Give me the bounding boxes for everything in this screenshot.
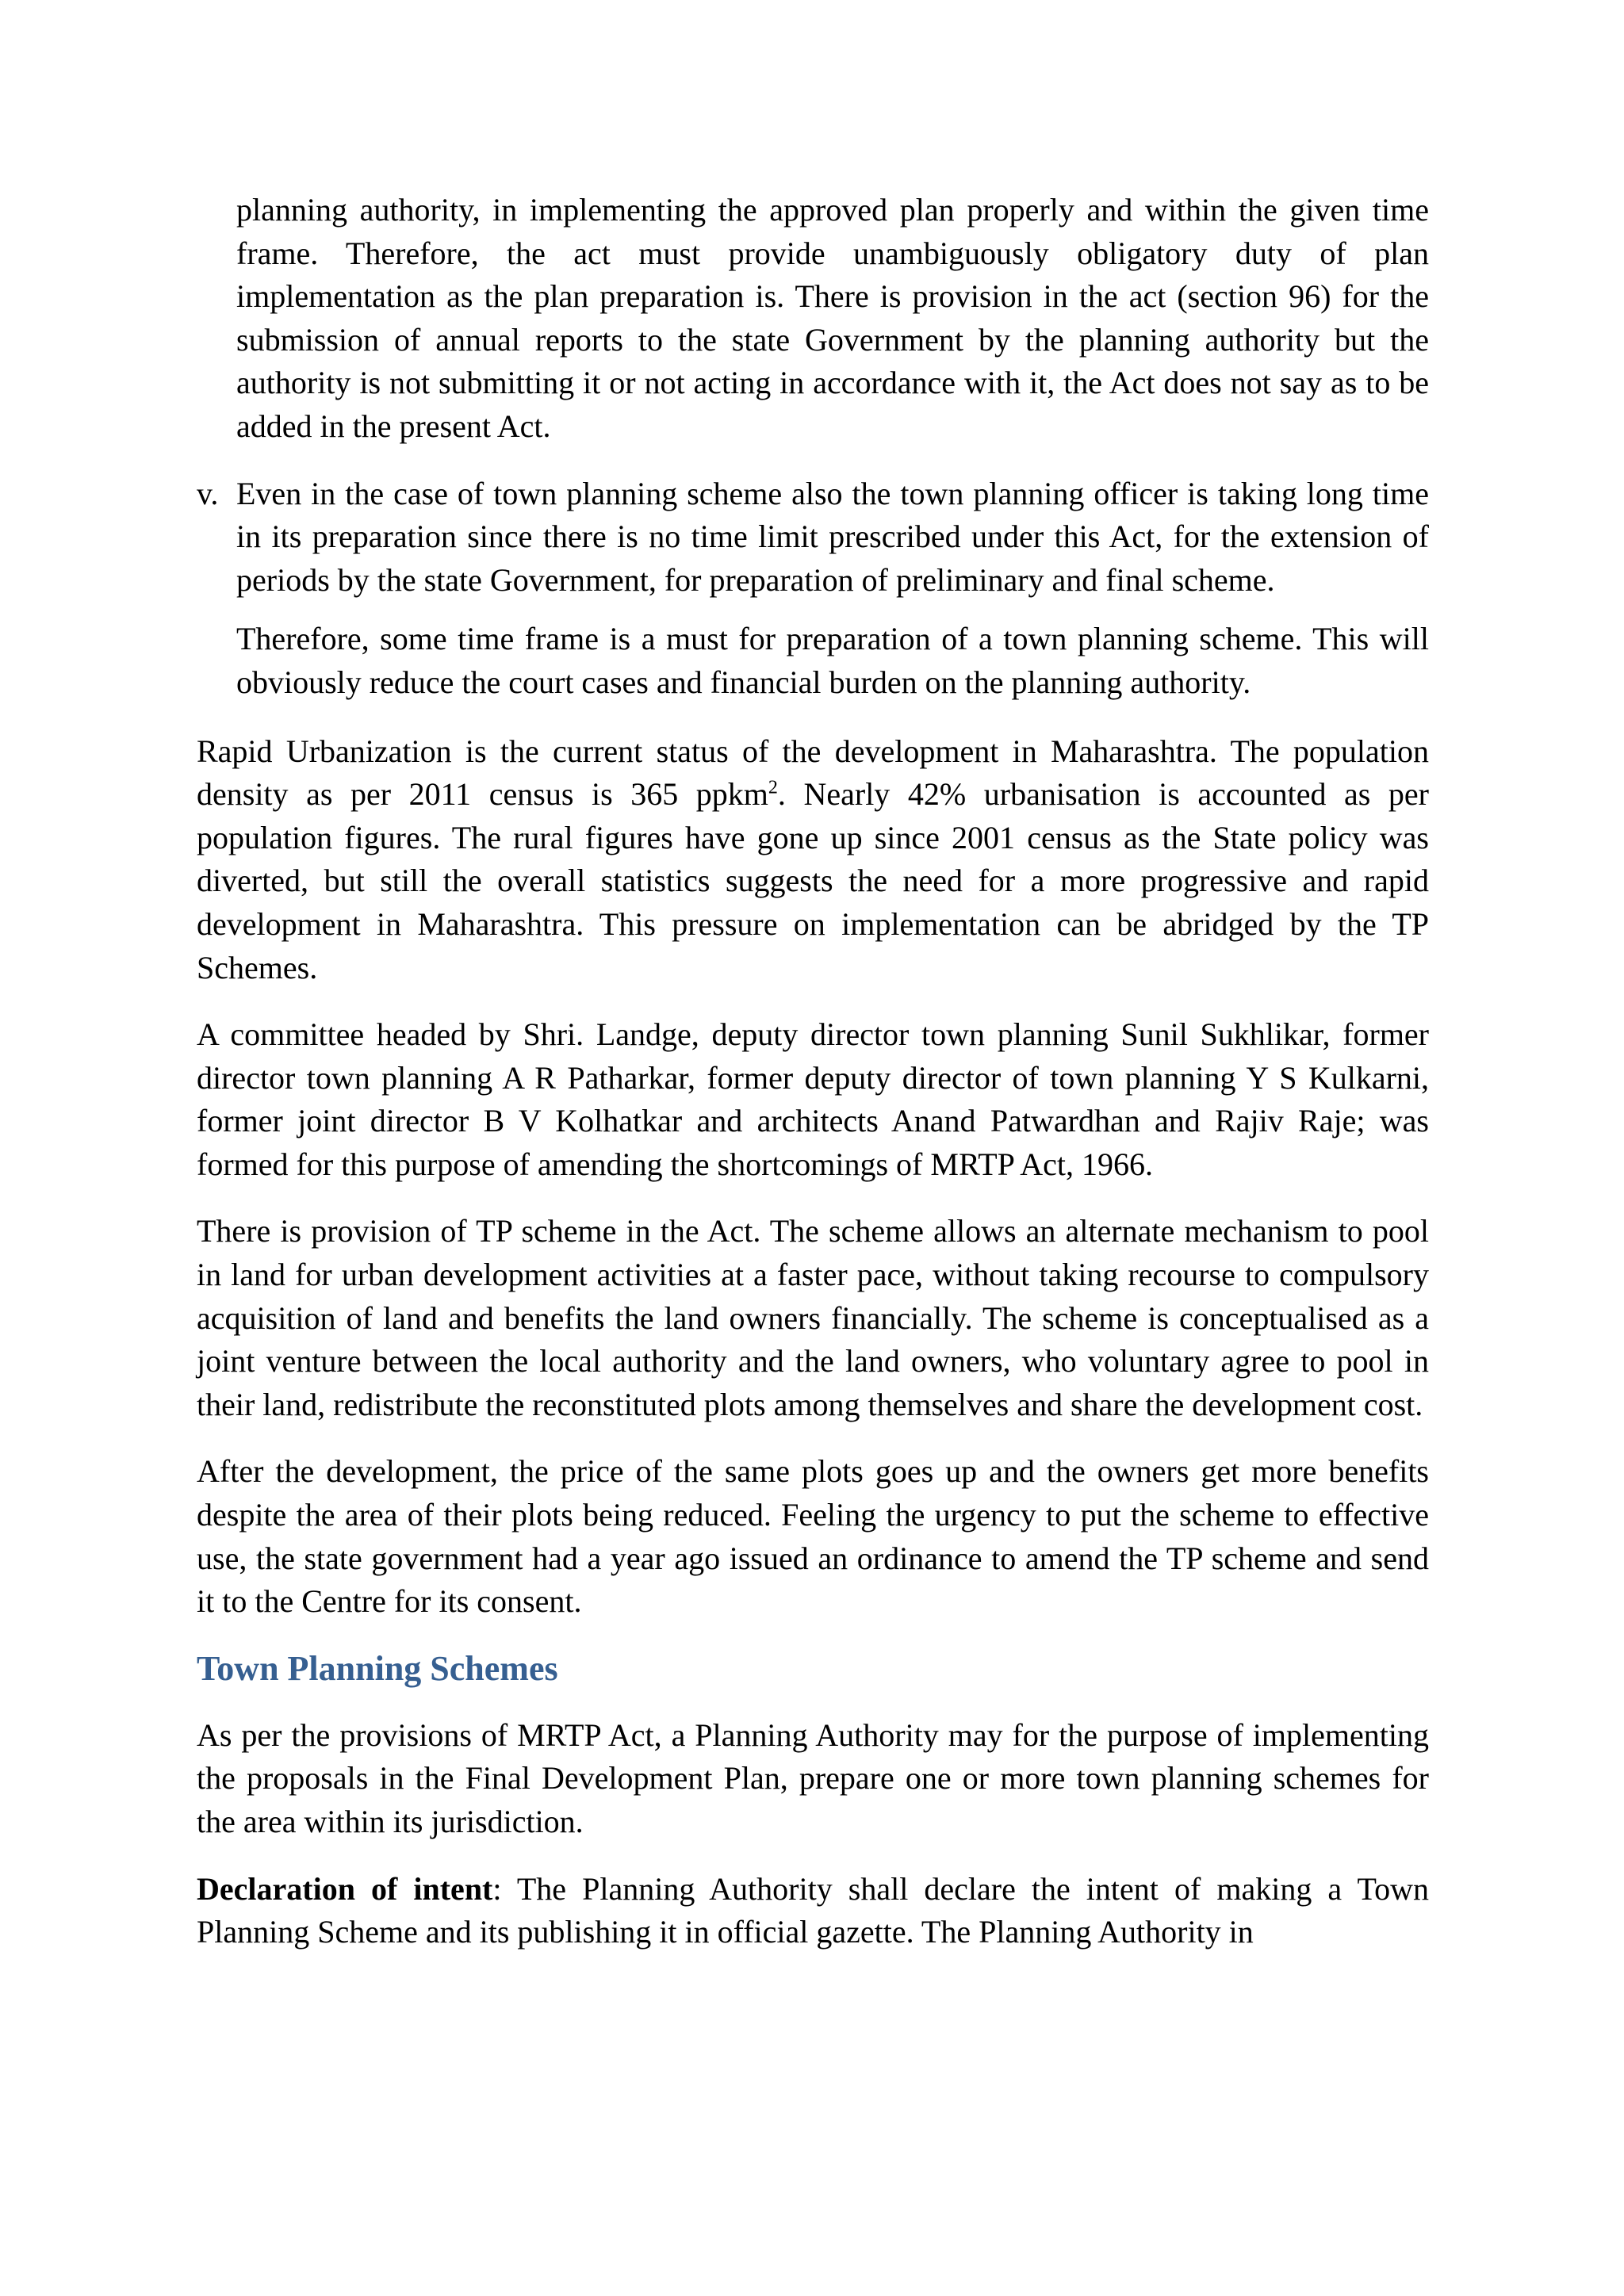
superscript-two: 2 [768,777,778,798]
list-item-v [197,473,1429,603]
paragraph-continuation: planning authority, in implementing the approved plan properly and within the given time frame. Therefore, the act must provide unambiguously obligatory duty of plan implementation as the plan preparation is. There is provision in the act (section 96) for the submission of annual reports to the state Government by the planning authority but the authority is not submitting it or not acting in accordance with it, the Act does not say as to be added in the present Act. [236,192,1429,444]
document-page [197,189,1429,1978]
urbanization-text-start: Rapid Urbanization is the current status of the development in Maharashtra. The population density as per 2011 census is 365 ppkm [197,733,1429,813]
declaration-label: Declaration of intent [197,1870,493,1907]
paragraph-tp-provision: There is provision of TP scheme in the Act. The scheme allows an alternate mechanism to pool in land for urban development activities at a faster pace, without taking recourse to compulsory acquisition of land and benefits the land owners financially. The scheme is conceptualised as a joint venture between the local authority and the land owners, who voluntary agree to pool in their land, redistribute the reconstituted plots among themselves and share the development cost. [197,1213,1429,1422]
paragraph-declaration-of-intent [197,1868,1429,1954]
list-item-v-followup: Therefore, some time frame is a must for preparation of a town planning scheme. This will obviously reduce the court cases and financial burden on the planning authority. [236,621,1429,700]
paragraph-urbanization [197,730,1429,990]
section-heading: Town Planning Schemes [197,1648,558,1688]
paragraph-mrtp-provisions: As per the provisions of MRTP Act, a Planning Authority may for the purpose of implementing the proposals in the Final Development Plan, prepare one or more town planning schemes for the area within its jurisdiction. [197,1716,1429,1839]
paragraph-after-development: After the development, the price of the same plots goes up and the owners get more benefits despite the area of their plots being reduced. Feeling the urgency to put the scheme to effective use, the state government had a year ago issued an ordinance to amend the TP scheme and send it to the Centre for its consent. [197,1453,1429,1620]
list-item-v-text: Even in the case of town planning scheme also the town planning officer is taking long time in its preparation since there is no time limit prescribed under this Act, for the extension of periods by the state Government, for preparation of preliminary and final scheme. [236,475,1429,598]
list-marker-v: v. [197,475,219,511]
paragraph-committee: A committee headed by Shri. Landge, deputy director town planning Sunil Sukhlikar, former director town planning A R Patharkar, former deputy director of town planning Y S Kulkarni, former joint director B V Kolhatkar and architects Anand Patwardhan and Rajiv Raje; was formed for this purpose of amending the shortcomings of MRTP Act, 1966. [197,1016,1429,1182]
declaration-text: : The Planning Authority shall declare the intent of making a Town Planning Scheme and its publishing it in official gazette. The Planning Authority in [197,1870,1429,1950]
urbanization-text-end: . Nearly 42% urbanisation is accounted as per population figures. The rural figures have gone up since 2001 census as the State policy was diverted, but still the overall statistics suggests the need for a more progressive and rapid development in Maharashtra. This pressure on implementation can be abridged by the TP Schemes. [197,776,1429,985]
